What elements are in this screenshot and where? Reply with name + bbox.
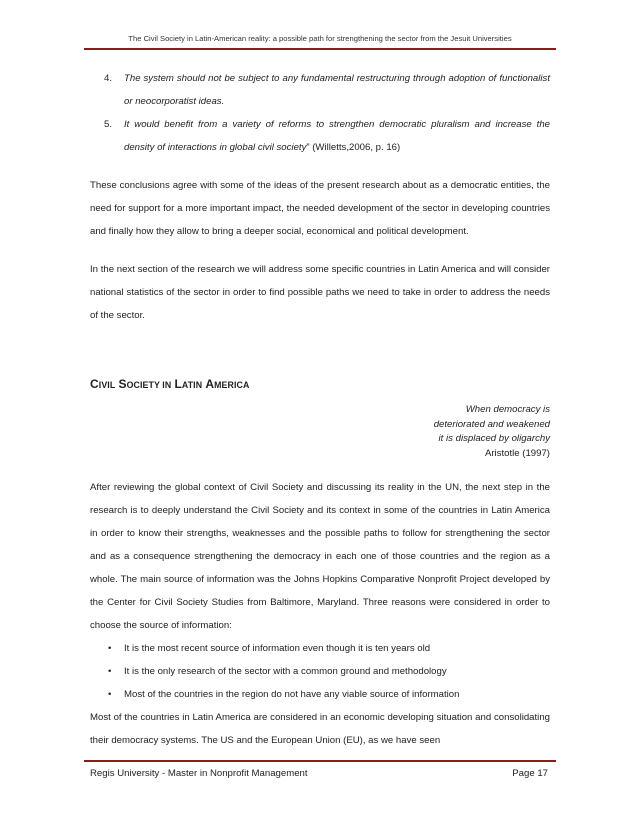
- list-item: [90, 683, 550, 706]
- epigraph-line: deteriorated and weakened: [433, 418, 550, 430]
- spacer: [90, 327, 550, 359]
- epigraph: [90, 403, 550, 461]
- heading-cap: L: [174, 377, 182, 391]
- list-item-number: 4.: [104, 73, 113, 84]
- bullet-text: It is the most recent source of information even though it is ten years old: [124, 643, 431, 654]
- heading-cap: S: [118, 377, 127, 391]
- heading-smallcaps: IVIL: [98, 380, 116, 390]
- epigraph-attribution: Aristotle (1997): [484, 447, 550, 459]
- heading-cap: C: [90, 377, 99, 391]
- bullet-list: [90, 637, 550, 706]
- list-item-text: The system should not be subject to any fundamental restructuring through adoption of functionalist or neocorporatist ideas.: [124, 73, 550, 107]
- heading-smallcaps: OCIETY IN: [126, 380, 172, 390]
- paragraph-next-section: In the next section of the research we will address some specific countries in Latin America and will consider national statistics of the sector in order to find possible paths we need to take in order to address the needs of the sector.: [90, 264, 550, 321]
- heading-smallcaps: ATIN: [181, 380, 203, 390]
- list-item-4: [90, 67, 550, 113]
- spacer: [90, 159, 550, 174]
- heading-smallcaps: MERICA: [214, 380, 250, 390]
- list-item-number: 5.: [104, 119, 113, 130]
- section-heading: [90, 373, 550, 397]
- epigraph-line: When democracy is: [465, 404, 550, 415]
- page-number: Page 17: [512, 768, 548, 779]
- spacer: [90, 243, 550, 258]
- spacer: [90, 461, 550, 476]
- paragraph-conclusions: These conclusions agree with some of the ideas of the present research about as a democratic entities, the need for support for a more important impact, the needed development of the sector in developing countries and finally how they allow to bring a deeper social, economical and political development.: [90, 180, 550, 237]
- footer-rule: [84, 760, 556, 762]
- bullet-text: It is the only research of the sector with a common ground and methodology: [124, 666, 447, 677]
- page-body: [90, 67, 550, 752]
- paragraph-latin-america: Most of the countries in Latin America are considered in an economic developing situation and consolidating their democracy systems. The US and the European Union (EU), as we have seen: [90, 712, 550, 746]
- list-item: [90, 637, 550, 660]
- footer-institution: Regis University - Master in Nonprofit Management: [90, 768, 308, 779]
- list-item-5: [90, 113, 550, 159]
- bullet-icon: •: [108, 666, 112, 677]
- citation: ” (Willetts,2006, p. 16): [306, 142, 401, 153]
- running-header: The Civil Society in Latin-American reality: a possible path for strengthening the sector from the Jesuit Universities: [128, 34, 512, 43]
- paragraph-review: After reviewing the global context of Civil Society and discussing its reality in the UN, the next step in the research is to deeply understand the Civil Society and its context in some of the countries in Latin America in order to know their strengths, weaknesses and the possible paths to follow for strengthening the sector and as a consequence strengthening the democracy in each one of those countries and the region as a whole. The main source of information was the Johns Hopkins Comparative Nonprofit Project developed by the Center for Civil Society Studies from Baltimore, Maryland. Three reasons were considered in order to choose the source of information:: [90, 482, 550, 631]
- bullet-icon: •: [108, 689, 112, 700]
- list-item: [90, 660, 550, 683]
- epigraph-line: it is displaced by oligarchy: [438, 433, 550, 444]
- heading-cap: A: [205, 377, 215, 391]
- header-rule: [84, 48, 556, 50]
- bullet-icon: •: [108, 643, 112, 654]
- bullet-text: Most of the countries in the region do not have any viable source of information: [124, 689, 460, 700]
- list-item-text: It would benefit from a variety of reforms to strengthen democratic pluralism and increase the density of interactions in global civil society: [124, 119, 550, 153]
